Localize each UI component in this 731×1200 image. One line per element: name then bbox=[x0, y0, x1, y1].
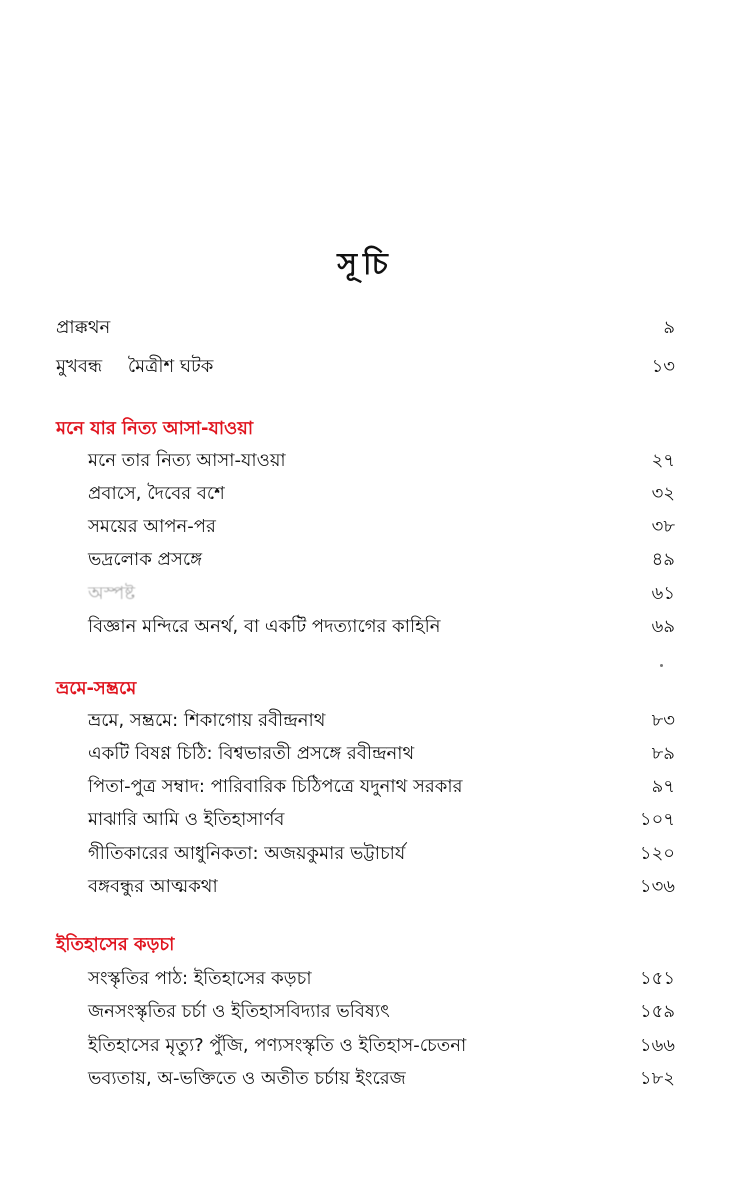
toc-entry[interactable] bbox=[88, 704, 325, 738]
toc-page-number: ১৫১ bbox=[639, 968, 675, 989]
toc-entry[interactable] bbox=[88, 995, 390, 1029]
toc-entry-label: বিজ্ঞান মন্দিরে অনর্থ, বা একটি পদত্যাগের কাহিনি bbox=[88, 616, 441, 637]
toc-page-number: ৯৭ bbox=[651, 776, 675, 797]
toc-entry-label: মনে তার নিত্য আসা-যাওয়া bbox=[88, 450, 286, 471]
toc-page-number: ৯ bbox=[663, 317, 675, 338]
toc-entry[interactable] bbox=[88, 444, 286, 478]
toc-entry[interactable] bbox=[88, 610, 440, 644]
section-heading: মনে যার নিত্য আসা-যাওয়া bbox=[56, 418, 254, 439]
toc-entry-label: গীতিকারের আধুনিকতা: অজয়কুমার ভট্টাচার্য bbox=[88, 843, 406, 864]
toc-entry-author: মৈত্রীশ ঘটক bbox=[127, 356, 214, 377]
toc-entry[interactable] bbox=[88, 543, 202, 577]
toc-page-number: ৬১ bbox=[651, 583, 675, 604]
toc-entry[interactable] bbox=[88, 803, 284, 837]
toc-entry-label: জনসংস্কৃতির চর্চা ও ইতিহাসবিদ্যার ভবিষ্যৎ bbox=[88, 1001, 390, 1022]
toc-entry[interactable] bbox=[88, 770, 463, 804]
toc-entry-label: পিতা-পুত্র সম্বাদ: পারিবারিক চিঠিপত্রে যদুনাথ সরকার bbox=[88, 776, 463, 797]
toc-entry-label: প্রবাসে, দৈবের বশে bbox=[88, 483, 225, 504]
toc-page-number: ১৮২ bbox=[639, 1068, 675, 1089]
section-heading: ভ্রমে-সম্ভ্রমে bbox=[56, 678, 137, 699]
toc-page-number: ৮৯ bbox=[651, 743, 675, 764]
toc-entry-label: মুখবন্ধ bbox=[56, 356, 103, 377]
toc-page-number: ১২০ bbox=[639, 843, 675, 864]
toc-entry[interactable] bbox=[88, 1062, 406, 1096]
toc-page-number: ১৩৬ bbox=[639, 876, 675, 897]
toc-entry-label: বঙ্গবন্ধুর আত্মকথা bbox=[88, 876, 218, 897]
toc-entry[interactable] bbox=[88, 477, 225, 511]
toc-entry-label: সংস্কৃতির পাঠ: ইতিহাসের কড়চা bbox=[88, 968, 312, 989]
page-title: সূচি bbox=[337, 247, 394, 282]
toc-entry-label: সময়ের আপন-পর bbox=[88, 516, 216, 537]
toc-entry[interactable] bbox=[88, 1029, 466, 1063]
stray-dot bbox=[660, 664, 663, 667]
toc-entry[interactable] bbox=[88, 737, 414, 771]
toc-entry-label: প্রাক্কথন bbox=[56, 317, 111, 338]
toc-page-number: ১৩ bbox=[651, 356, 675, 377]
toc-entry-label: ভদ্রলোক প্রসঙ্গে bbox=[88, 549, 203, 570]
toc-entry[interactable] bbox=[88, 510, 216, 544]
toc-entry[interactable] bbox=[88, 837, 405, 871]
toc-page-number: ১০৭ bbox=[639, 809, 675, 830]
toc-page-number: ৮৩ bbox=[651, 710, 675, 731]
toc-page-number: ৩৮ bbox=[651, 516, 675, 537]
toc-entry-preface[interactable] bbox=[56, 311, 110, 345]
section-heading: ইতিহাসের কড়চা bbox=[56, 934, 175, 955]
toc-entry-label: মাঝারি আমি ও ইতিহাসার্ণব bbox=[88, 809, 285, 830]
toc-entry[interactable] bbox=[88, 962, 312, 996]
toc-entry-foreword[interactable] bbox=[56, 350, 213, 384]
toc-page-number: ৬৯ bbox=[651, 616, 675, 637]
toc-entry-label: ভব্যতায়, অ-ভক্তিতে ও অতীত চর্চায় ইংরেজ bbox=[88, 1068, 406, 1089]
toc-entry-label: একটি বিষণ্ণ চিঠি: বিশ্বভারতী প্রসঙ্গে রবীন্দ্রনাথ bbox=[88, 743, 415, 764]
toc-entry-label: অস্পষ্ট bbox=[88, 583, 136, 604]
toc-page-number: ১৫৯ bbox=[639, 1001, 675, 1022]
toc-entry-illegible[interactable] bbox=[88, 577, 135, 611]
toc-entry-label: ভ্রমে, সম্ভ্রমে: শিকাগোয় রবীন্দ্রনাথ bbox=[88, 710, 326, 731]
toc-page-number: ২৭ bbox=[651, 450, 675, 471]
toc-page-number: ১৬৬ bbox=[639, 1035, 675, 1056]
toc-entry-label: ইতিহাসের মৃত্যু? পুঁজি, পণ্যসংস্কৃতি ও ইতিহাস-চেতনা bbox=[88, 1035, 467, 1056]
toc-page-number: ৪৯ bbox=[651, 549, 675, 570]
toc-entry[interactable] bbox=[88, 870, 218, 904]
toc-page-number: ৩২ bbox=[651, 483, 675, 504]
